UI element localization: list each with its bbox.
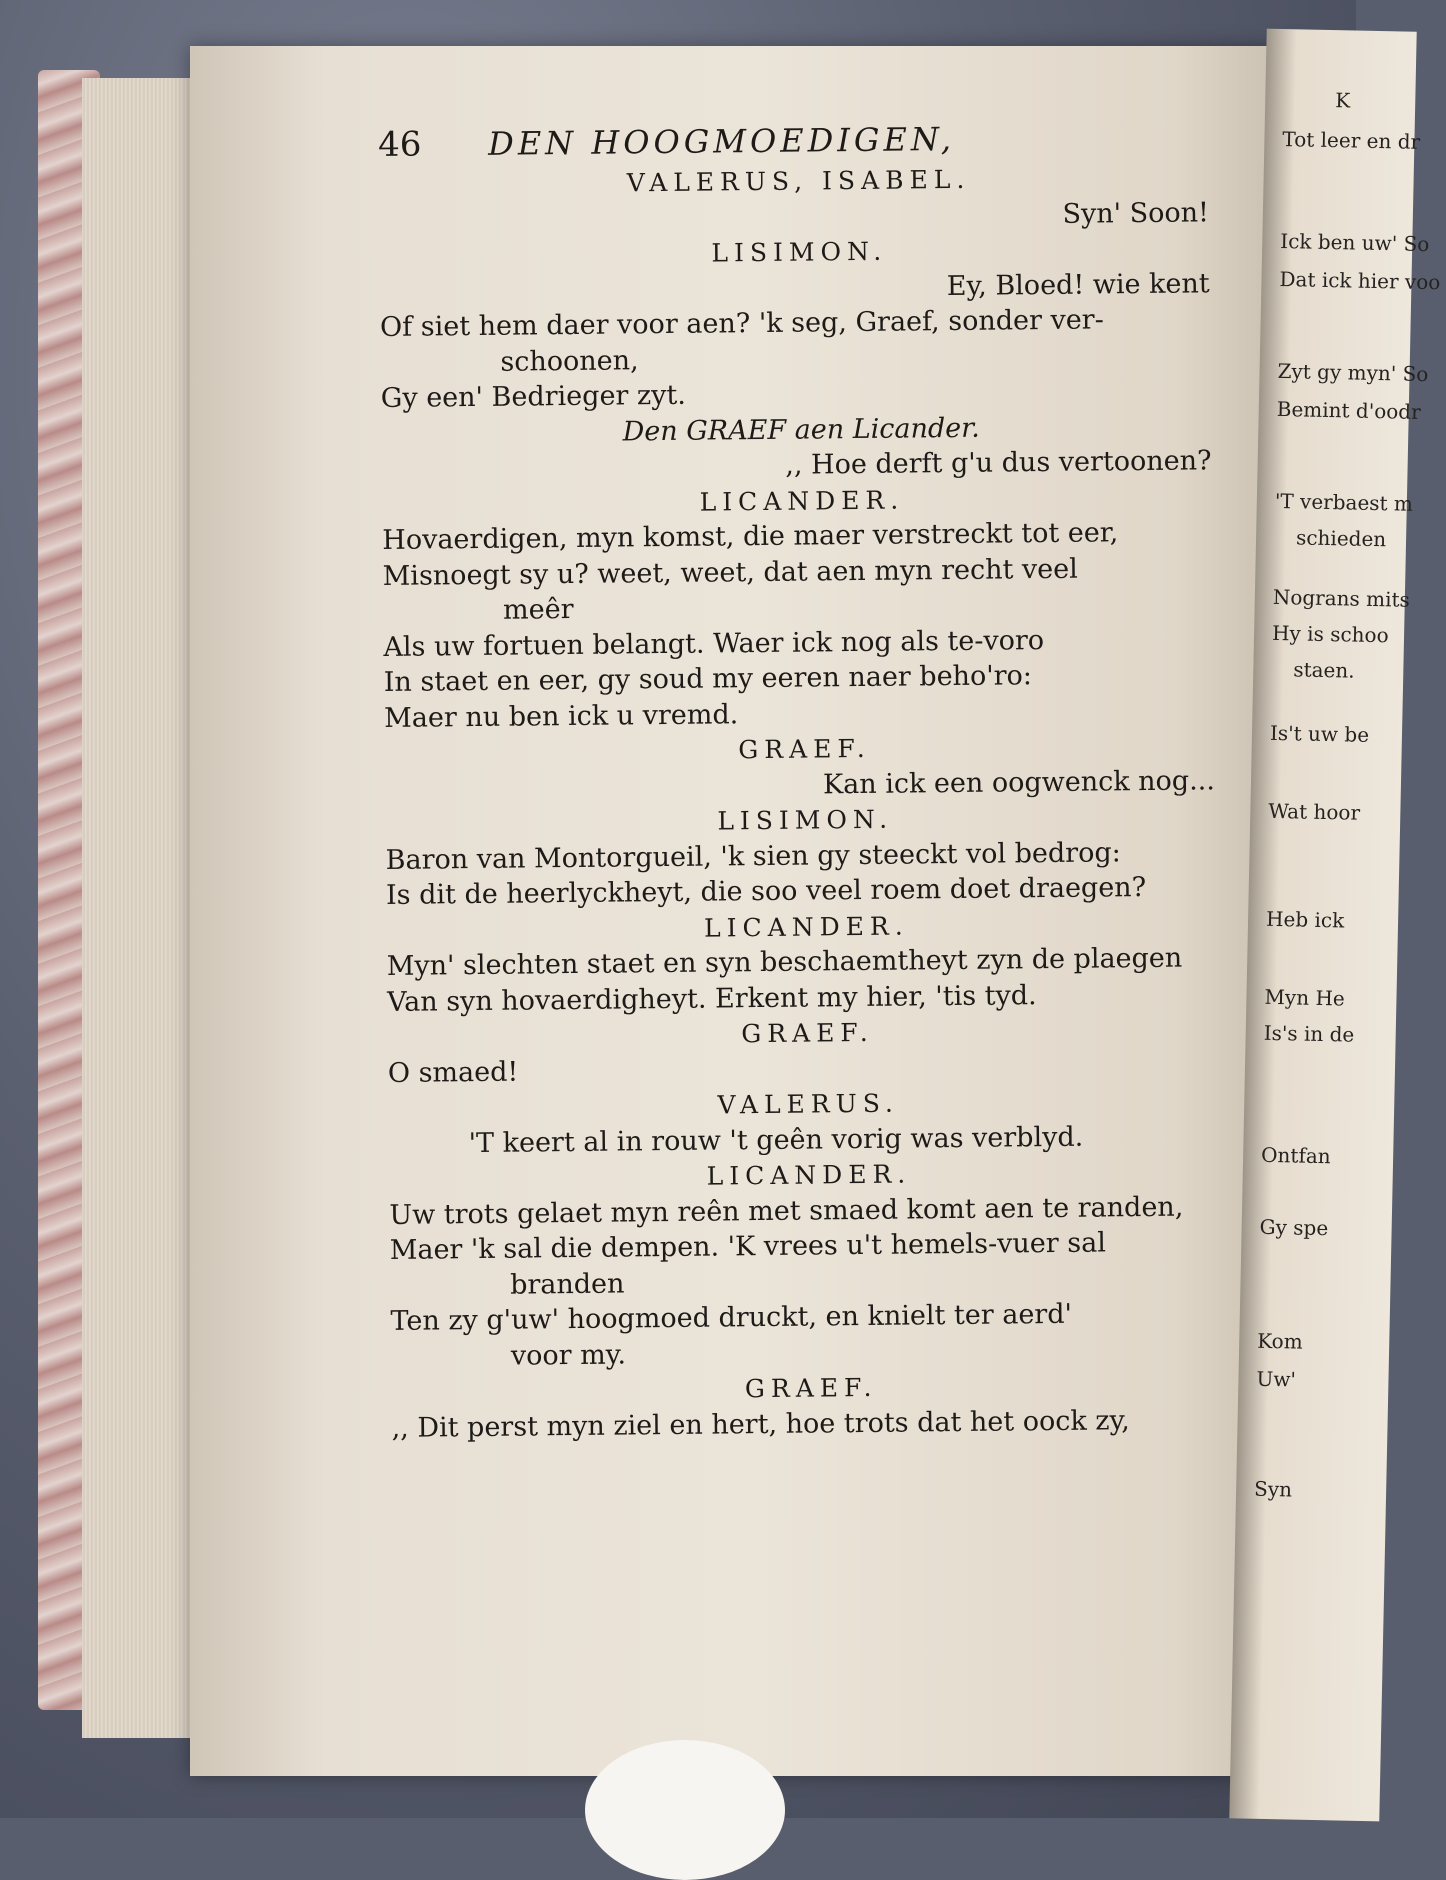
verse-line: Als uw fortuen belangt. Waer ick nog als te-voro [383, 624, 1045, 663]
verse-line: Of siet hem daer voor aen? 'k seg, Graef, sonder ver- [379, 304, 1104, 343]
speaker-name: LICANDER. [706, 1159, 912, 1191]
verse-line: Uw trots gelaet myn reên met smaed komt aen te randen, [389, 1191, 1184, 1231]
verse-line: Myn' slechten staet en syn beschaemtheyt zyn de plaegen [386, 942, 1183, 982]
verse-line: Baron van Montorgueil, 'k sien gy steeckt vol bedrog: [385, 836, 1121, 876]
speaker-name: GRAEF. [738, 733, 871, 765]
page-stack-edge [82, 78, 202, 1738]
facing-fragment: Ontfan [1260, 1142, 1331, 1169]
speaker-name: LISIMON. [717, 804, 894, 836]
verse-line: Hovaerdigen, myn komst, die maer verstreckt tot eer, [382, 517, 1119, 556]
facing-fragment: Syn [1253, 1476, 1293, 1502]
verse-line: In staet en eer, gy soud my eeren naer beho'ro: [383, 660, 1033, 698]
facing-fragment: 'T verbaest m [1274, 488, 1414, 516]
verse-line: Van syn hovaerdigheyt. Erkent my hier, 'tis tyd. [386, 979, 1037, 1018]
verse-lines [378, 159, 1231, 1446]
facing-fragment: Uw' [1256, 1366, 1297, 1392]
verse-line: Gy een' Bedrieger zyt. [380, 379, 687, 414]
verse-line: Kan ick een oogwenck nog... [822, 764, 1216, 800]
facing-fragment: Bemint d'oodr [1276, 396, 1421, 424]
facing-fragment: Nograns mits [1272, 584, 1411, 612]
verse-continuation: branden [509, 1267, 625, 1301]
facing-fragment: Gy spe [1259, 1214, 1329, 1241]
verse-line: Maer 'k sal die dempen. 'K vrees u't hemels-vuer sal [389, 1227, 1107, 1266]
verse-line: ,, Hoe derft g'u dus vertoonen? [785, 445, 1212, 481]
verse-line: Ten zy g'uw' hoogmoed druckt, en knielt ter aerd' [390, 1298, 1073, 1337]
facing-fragment: Heb ick [1265, 906, 1345, 933]
verse-line: Misnoegt sy u? weet, weet, dat aen myn recht veel [382, 553, 1078, 592]
speaker-name: GRAEF. [741, 1017, 874, 1049]
facing-fragment: Hy is schoo [1271, 620, 1389, 648]
facing-fragment: Is's in de [1263, 1020, 1355, 1047]
speaker-name: LICANDER. [699, 485, 905, 517]
facing-fragment: Ick ben uw' So [1280, 228, 1430, 257]
facing-fragment: Is't uw be [1269, 720, 1370, 747]
speaker-name: VALERUS. [717, 1088, 900, 1120]
running-title: DEN HOOGMOEDIGEN, [487, 119, 956, 163]
white-object [585, 1740, 785, 1880]
verse-continuation: voor my. [510, 1338, 627, 1372]
facing-fragment: staen. [1293, 657, 1355, 683]
facing-fragment: Wat hoor [1268, 798, 1361, 825]
facing-fragment: schieden [1295, 525, 1387, 552]
facing-fragment: Tot leer en dr [1282, 126, 1421, 154]
facing-fragment: Myn He [1264, 984, 1346, 1011]
verse-continuation: meêr [502, 593, 574, 626]
page-text [378, 119, 1232, 1446]
page-number: 46 [377, 124, 422, 165]
verse-line: Is dit de heerlyckheyt, die soo veel roem doet draegen? [385, 871, 1147, 911]
speaker-name: VALERUS, ISABEL. [626, 164, 971, 198]
verse-line: Maer nu ben ick u vremd. [384, 698, 739, 734]
verse-line: 'T keert al in rouw 't geên vorig was verblyd. [468, 1121, 1084, 1159]
facing-fragment: Kom [1257, 1328, 1303, 1354]
verse-line: Ey, Bloed! wie kent [946, 267, 1210, 302]
verse-line: ,, Dit perst myn ziel en hert, hoe trots dat het oock zy, [391, 1404, 1130, 1444]
speaker-name: GRAEF. [744, 1372, 878, 1404]
speaker-name: LISIMON. [711, 236, 888, 268]
verse-continuation: schoonen, [500, 344, 639, 378]
facing-fragment: Zyt gy myn' So [1277, 358, 1429, 387]
facing-fragment: K [1335, 88, 1351, 113]
verse-line: O smaed! [387, 1056, 519, 1089]
facing-fragment: Dat ick hier voo [1279, 266, 1441, 295]
speaker-name: LICANDER. [703, 910, 909, 943]
stage-direction: Den GRAEF aen Licander. [622, 412, 980, 447]
verse-line: Syn' Soon! [1062, 196, 1210, 230]
